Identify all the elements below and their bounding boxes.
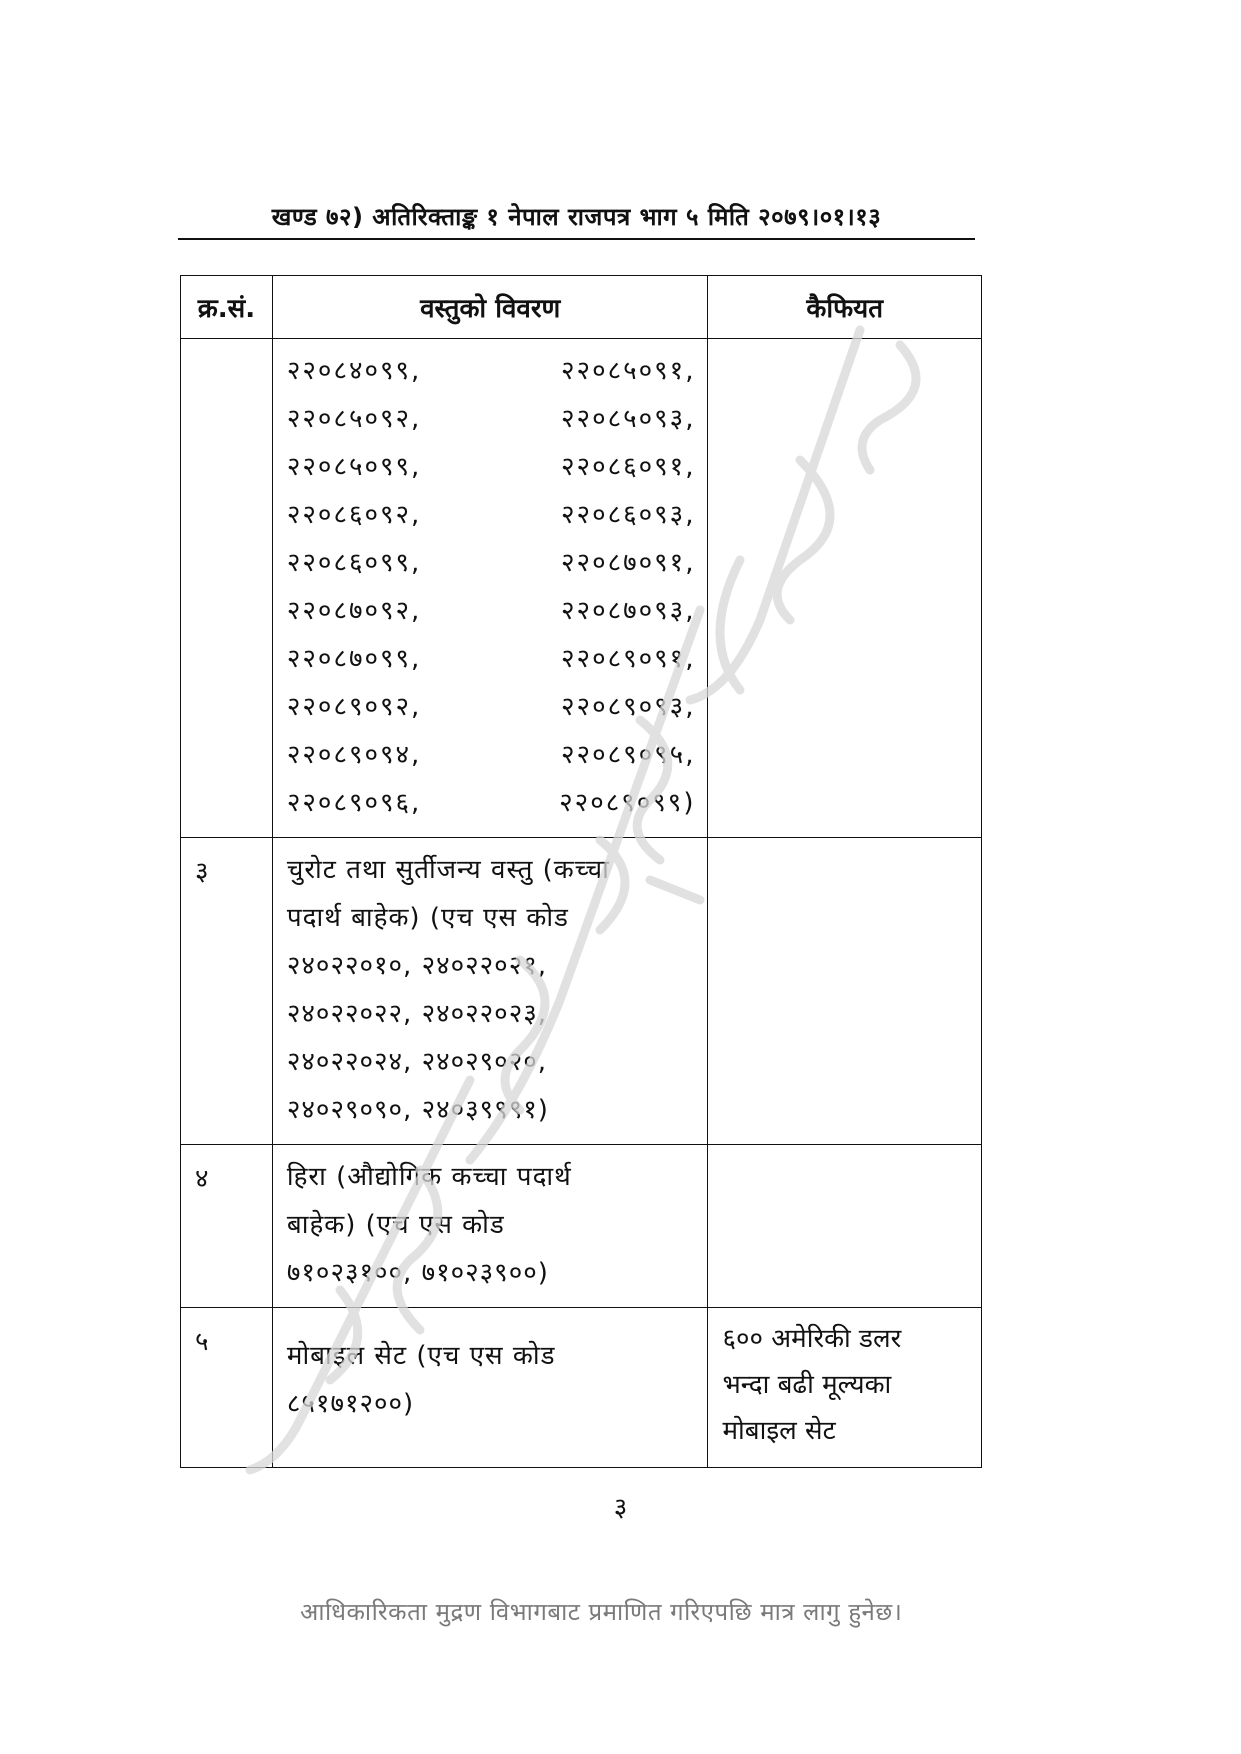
code-pair <box>287 635 696 683</box>
row-remark <box>708 838 982 1145</box>
row-remark <box>708 1308 982 1468</box>
hs-code: २२०८५०९९, <box>286 452 422 482</box>
hs-code: २२०८६०९३, <box>561 500 696 530</box>
hs-code: २२०८७०९१, <box>561 548 696 578</box>
description-line: २४०२९०९०, २४०३९९९१) <box>286 1095 549 1125</box>
code-pair <box>287 443 696 491</box>
description-line: २४०२२०२४, २४०२९०२०, <box>286 1047 548 1077</box>
gazette-header: खण्ड ७२) अतिरिक्ताङ्क १ नेपाल राजपत्र भाग ५ मिति २०७९।०१।१३ <box>271 203 882 231</box>
row-sn: ३ <box>181 838 273 1145</box>
row-sn <box>181 339 273 838</box>
col-header-sn: क्र.सं. <box>181 276 273 339</box>
code-pair <box>287 395 696 443</box>
description-line: २४०२२०२२, २४०२२०२३, <box>286 999 548 1029</box>
code-pair <box>287 491 696 539</box>
hs-code: २२०८९०९९) <box>559 788 696 818</box>
description-line: चुरोट तथा सुर्तीजन्य वस्तु (कच्चा <box>286 855 610 885</box>
code-pair <box>287 587 696 635</box>
remark-line: मोबाइल सेट <box>722 1416 836 1446</box>
hs-code: २२०८४०९९, <box>286 356 422 386</box>
code-pair <box>287 779 696 827</box>
table-row <box>181 1145 982 1308</box>
description-line: ८५१७१२००) <box>286 1389 415 1419</box>
row-sn: ५ <box>181 1308 273 1468</box>
remark-line: भन्दा बढी मूल्यका <box>722 1370 892 1400</box>
description-line: हिरा (औद्योगिक कच्चा पदार्थ <box>286 1162 572 1192</box>
hs-code: २२०८५०९३, <box>561 404 696 434</box>
description-line: पदार्थ बाहेक) (एच एस कोड <box>286 903 569 933</box>
hs-code: २२०८५०९१, <box>561 356 696 386</box>
hs-code: २२०८९०९२, <box>286 692 422 722</box>
row-remark <box>708 1145 982 1308</box>
col-header-remarks: कैफियत <box>708 276 982 339</box>
row-remark <box>708 339 982 838</box>
hs-code: २२०८९०९१, <box>561 644 696 674</box>
table-header-row <box>181 276 982 339</box>
row-description <box>272 838 708 1145</box>
hs-code: २२०८७०९३, <box>561 596 696 626</box>
hs-code: २२०८६०९२, <box>286 500 422 530</box>
header-rule <box>178 238 975 240</box>
table-row <box>181 339 982 838</box>
code-pair <box>287 683 696 731</box>
description-line: २४०२२०१०, २४०२२०२१, <box>286 951 548 981</box>
table-row <box>181 1308 982 1468</box>
footer-authenticity-note: आधिकारिकता मुद्रण विभागबाट प्रमाणित गरिएपछि मात्र लागु हुनेछ। <box>300 1598 903 1626</box>
hs-code: २२०८९०९३, <box>561 692 696 722</box>
hs-code: २२०८७०९९, <box>286 644 422 674</box>
table-row <box>181 838 982 1145</box>
code-pair <box>287 731 696 779</box>
goods-table <box>180 275 982 1468</box>
row-description <box>272 339 708 838</box>
row-description <box>272 1145 708 1308</box>
hs-code: २२०८६०९१, <box>561 452 696 482</box>
hs-code: २२०८९०९६, <box>286 788 422 818</box>
page-number: ३ <box>613 1493 628 1523</box>
description-line: बाहेक) (एच एस कोड <box>286 1210 505 1240</box>
code-pair <box>287 539 696 587</box>
row-description <box>272 1308 708 1468</box>
description-line: मोबाइल सेट (एच एस कोड <box>286 1341 556 1371</box>
hs-code: २२०८९०९४, <box>286 740 422 770</box>
code-pair <box>287 347 696 395</box>
remark-line: ६०० अमेरिकी डलर <box>722 1324 902 1354</box>
description-line: ७१०२३१००, ७१०२३९००) <box>286 1258 549 1288</box>
row-sn: ४ <box>181 1145 273 1308</box>
hs-code: २२०८७०९२, <box>286 596 422 626</box>
hs-code: २२०८९०९५, <box>561 740 696 770</box>
hs-code: २२०८६०९९, <box>286 548 422 578</box>
hs-code: २२०८५०९२, <box>286 404 422 434</box>
col-header-description: वस्तुको विवरण <box>272 276 708 339</box>
